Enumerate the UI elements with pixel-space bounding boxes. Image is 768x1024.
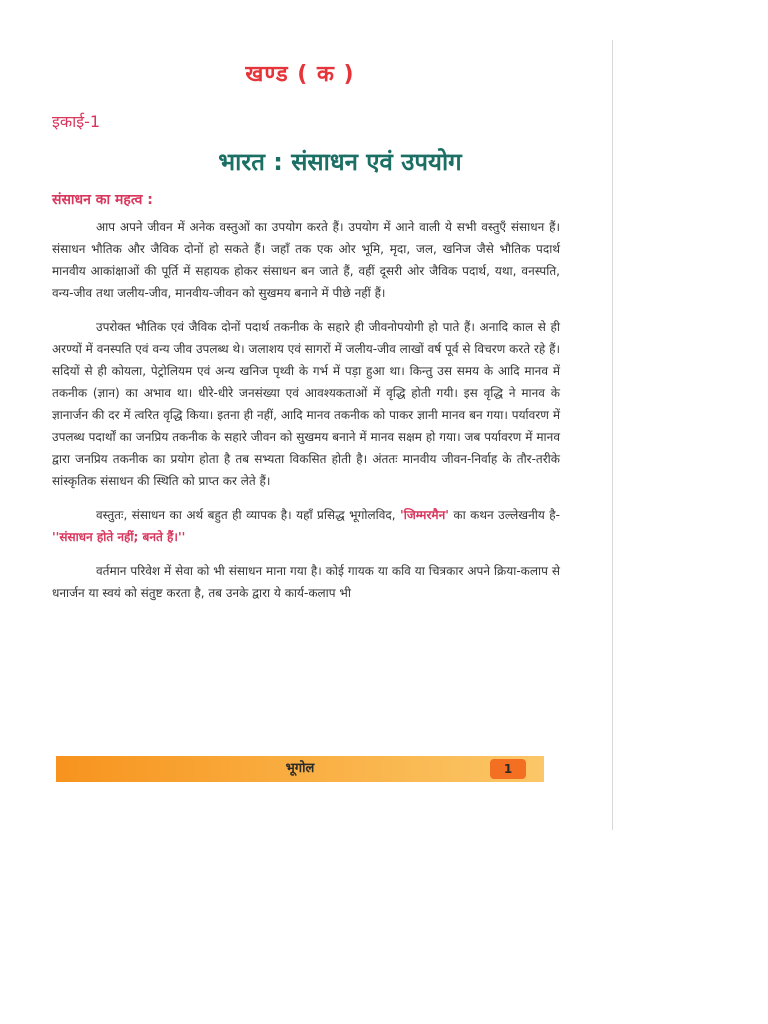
- geographer-name: 'जिम्मरमैन': [400, 508, 449, 522]
- section-heading: खण्ड ( क ): [245, 62, 355, 87]
- quote-lead: का कथन उल्लेखनीय है-: [448, 508, 560, 522]
- paragraph-3: [52, 504, 560, 548]
- sub-heading: संसाधन का महत्व :: [52, 192, 153, 208]
- unit-label: इकाई-1: [52, 112, 101, 131]
- footer-bar: [56, 756, 544, 782]
- footer-subject: भूगोल: [285, 761, 315, 776]
- page-number: 1: [490, 759, 526, 779]
- paragraph-2: उपरोक्त भौतिक एवं जैविक दोनों पदार्थ तकनीक के सहारे ही जीवनोपयोगी हो पाते हैं। अनादि काल से ही अरण्यों में वनस्पति एवं वन्य जीव उपलब्ध थे। जलाशय एवं सागरों में जलीय-जीव लाखों वर्ष पूर्व से विचरण करते रहे हैं। सदियों से ही कोयला, पेट्रोलियम एवं अन्य खनिज पृथ्वी के गर्भ में पड़ा हुआ था। किन्तु उस समय के आदि मानव में तकनीक (ज्ञान) का अभाव था। धीरे-धीरे जनसंख्या एवं आवश्यकताओं में वृद्धि होती गयी। इस वृद्धि ने मानव के ज्ञानार्जन की दर में त्वरित वृद्धि किया। इतना ही नहीं, आदि मानव तकनीक को पाकर ज्ञानी मानव बन गया। पर्यावरण में उपलब्ध पदार्थों का जनप्रिय तकनीक के सहारे जीवन को सुखमय बनाने में मानव सक्षम हो गया। जब पर्यावरण में मानव द्वारा जनप्रिय तकनीक का प्रयोग होता है तब सभ्यता विकसित होती है। अंततः मानवीय जीवन-निर्वाह के तौर-तरीके सांस्कृतिक संसाधन की स्थिति को प्राप्त कर लेते हैं।: [52, 320, 560, 488]
- page-edge: [612, 40, 613, 830]
- paragraph-4: वर्तमान परिवेश में सेवा को भी संसाधन माना गया है। कोई गायक या कवि या चित्रकार अपने क्रिया-कलाप से धनार्जन या स्वयं को संतुष्ट करता है, तब उनके द्वारा ये कार्य-कलाप भी: [52, 564, 560, 600]
- paragraph-1: आप अपने जीवन में अनेक वस्तुओं का उपयोग करते हैं। उपयोग में आने वाली ये सभी वस्तुएँ संसाधन हैं। संसाधन भौतिक और जैविक दोनों हो सकते हैं। जहाँ तक एक ओर भूमि, मृदा, जल, खनिज जैसे भौतिक पदार्थ मानवीय आकांक्षाओं की पूर्ति में सहायक होकर संसाधन बन जाते हैं, वहीं दूसरी ओर जैविक पदार्थ, यथा, वनस्पति, वन्य-जीव तथा जलीय-जीव, मानवीय-जीवन को सुखमय बनाने में पीछे नहीं हैं।: [52, 220, 560, 300]
- chapter-title: भारत : संसाधन एवं उपयोग: [218, 148, 462, 176]
- quote-intro: वस्तुतः, संसाधन का अर्थ बहुत ही व्यापक है। यहाँ प्रसिद्ध भूगोलविद,: [96, 508, 401, 522]
- body-text: [52, 216, 560, 616]
- quote-text: ''संसाधन होते नहीं; बनते हैं।'': [52, 530, 186, 544]
